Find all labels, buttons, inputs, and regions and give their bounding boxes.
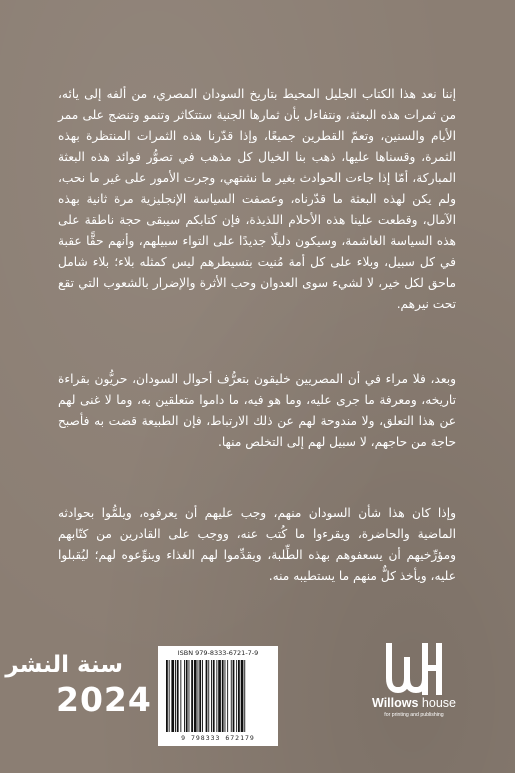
body-paragraph-2: وبعد، فلا مراء في أن المصريين خليقون بتعرُّف أحوال السودان، حريُّون بقراءة تاريخه، ومعرفة ما جرى عليه، وما هو فيه، ما داموا متعلقين به، وما لا غنى لهم عن هذا التعلق، ولا مندوحة لهم عن ذلك الارتباط، فإن الطبيعة قضت به فأصبح حاجة من حاجهم، لا سبيل لهم إلى التخلص منها. [58, 372, 456, 449]
body-paragraph-3: وإذا كان هذا شأن السودان منهم، وجب عليهم أن يعرفوه، ويلمُّوا بحوادثه الماضية والحاضرة، ويقرءوا ما كُتب عنه، ووجب على القادرين من كتّابهم ومؤرِّخيهم أن يسعفوهم بهذه الطِّلبة، ويقدِّموا لهم الغذاء وينوِّعوه لهم؛ ليُقبلوا عليه، ويأخذ كلٌّ منهم ما يستطيبه منه. [58, 506, 456, 583]
publisher-tagline: for printing and publishing [384, 712, 444, 718]
barcode-digits: 9 798333 672179 [181, 734, 255, 742]
body-paragraph-1: إننا نعد هذا الكتاب الجليل المحيط بتاريخ السودان المصري، من ألفه إلى يائه، من ثمرات هذه البعثة، ونتفاءل بأن ثمارها الجنية ستتكاثر وتنمو وتنضج على ممر الأيام والسنين، وتعمّ القطرين جميعًا، وإذا قدّرنا هذه الثمرات المنتظرة بهذه الثمرة، وقسناها عليها، ذهب بنا الخيال كل مذهب في تصوُّر فوائد هذه البعثة المباركة، أمّا إذا جاءت الحوادث بغير ما نشتهي، وجرت الأمور على غير ما نحب، ولم يكن لهذه البعثة ما قدّرناه، وعصفت السياسة الإنجليزية مرة ثانية بهذه الآمال، وقطعت علينا هذه الأحلام اللذيذة، فإن كتابكم سيبقى حجة ناطقة على هذه السياسة الغاشمة، وسيكون دليلًا جديدًا على التواء سبيلهم، وأنهم حقًّا عقبة في كل سبيل، وبلاء على كل أمة مُنيت بتسيطرهم ليس كمثله بلاء؛ بلاء شامل ماحق لكل خير، لا لشيء سوى العدوان وحب الأثرة والإضرار بالشعوب التي تقع تحت نيرهم. [58, 87, 456, 311]
barcode-bars [164, 660, 272, 732]
publication-year-label: سنة النشر [5, 652, 123, 678]
publisher-name-light: house [418, 696, 456, 710]
publication-year: 2024 [56, 680, 152, 719]
publisher-name-bold: Willows [372, 696, 419, 710]
publisher-name [355, 696, 473, 710]
isbn-barcode [158, 646, 278, 746]
isbn-number: ISBN 979-8333-6721-7-9 [177, 649, 259, 657]
